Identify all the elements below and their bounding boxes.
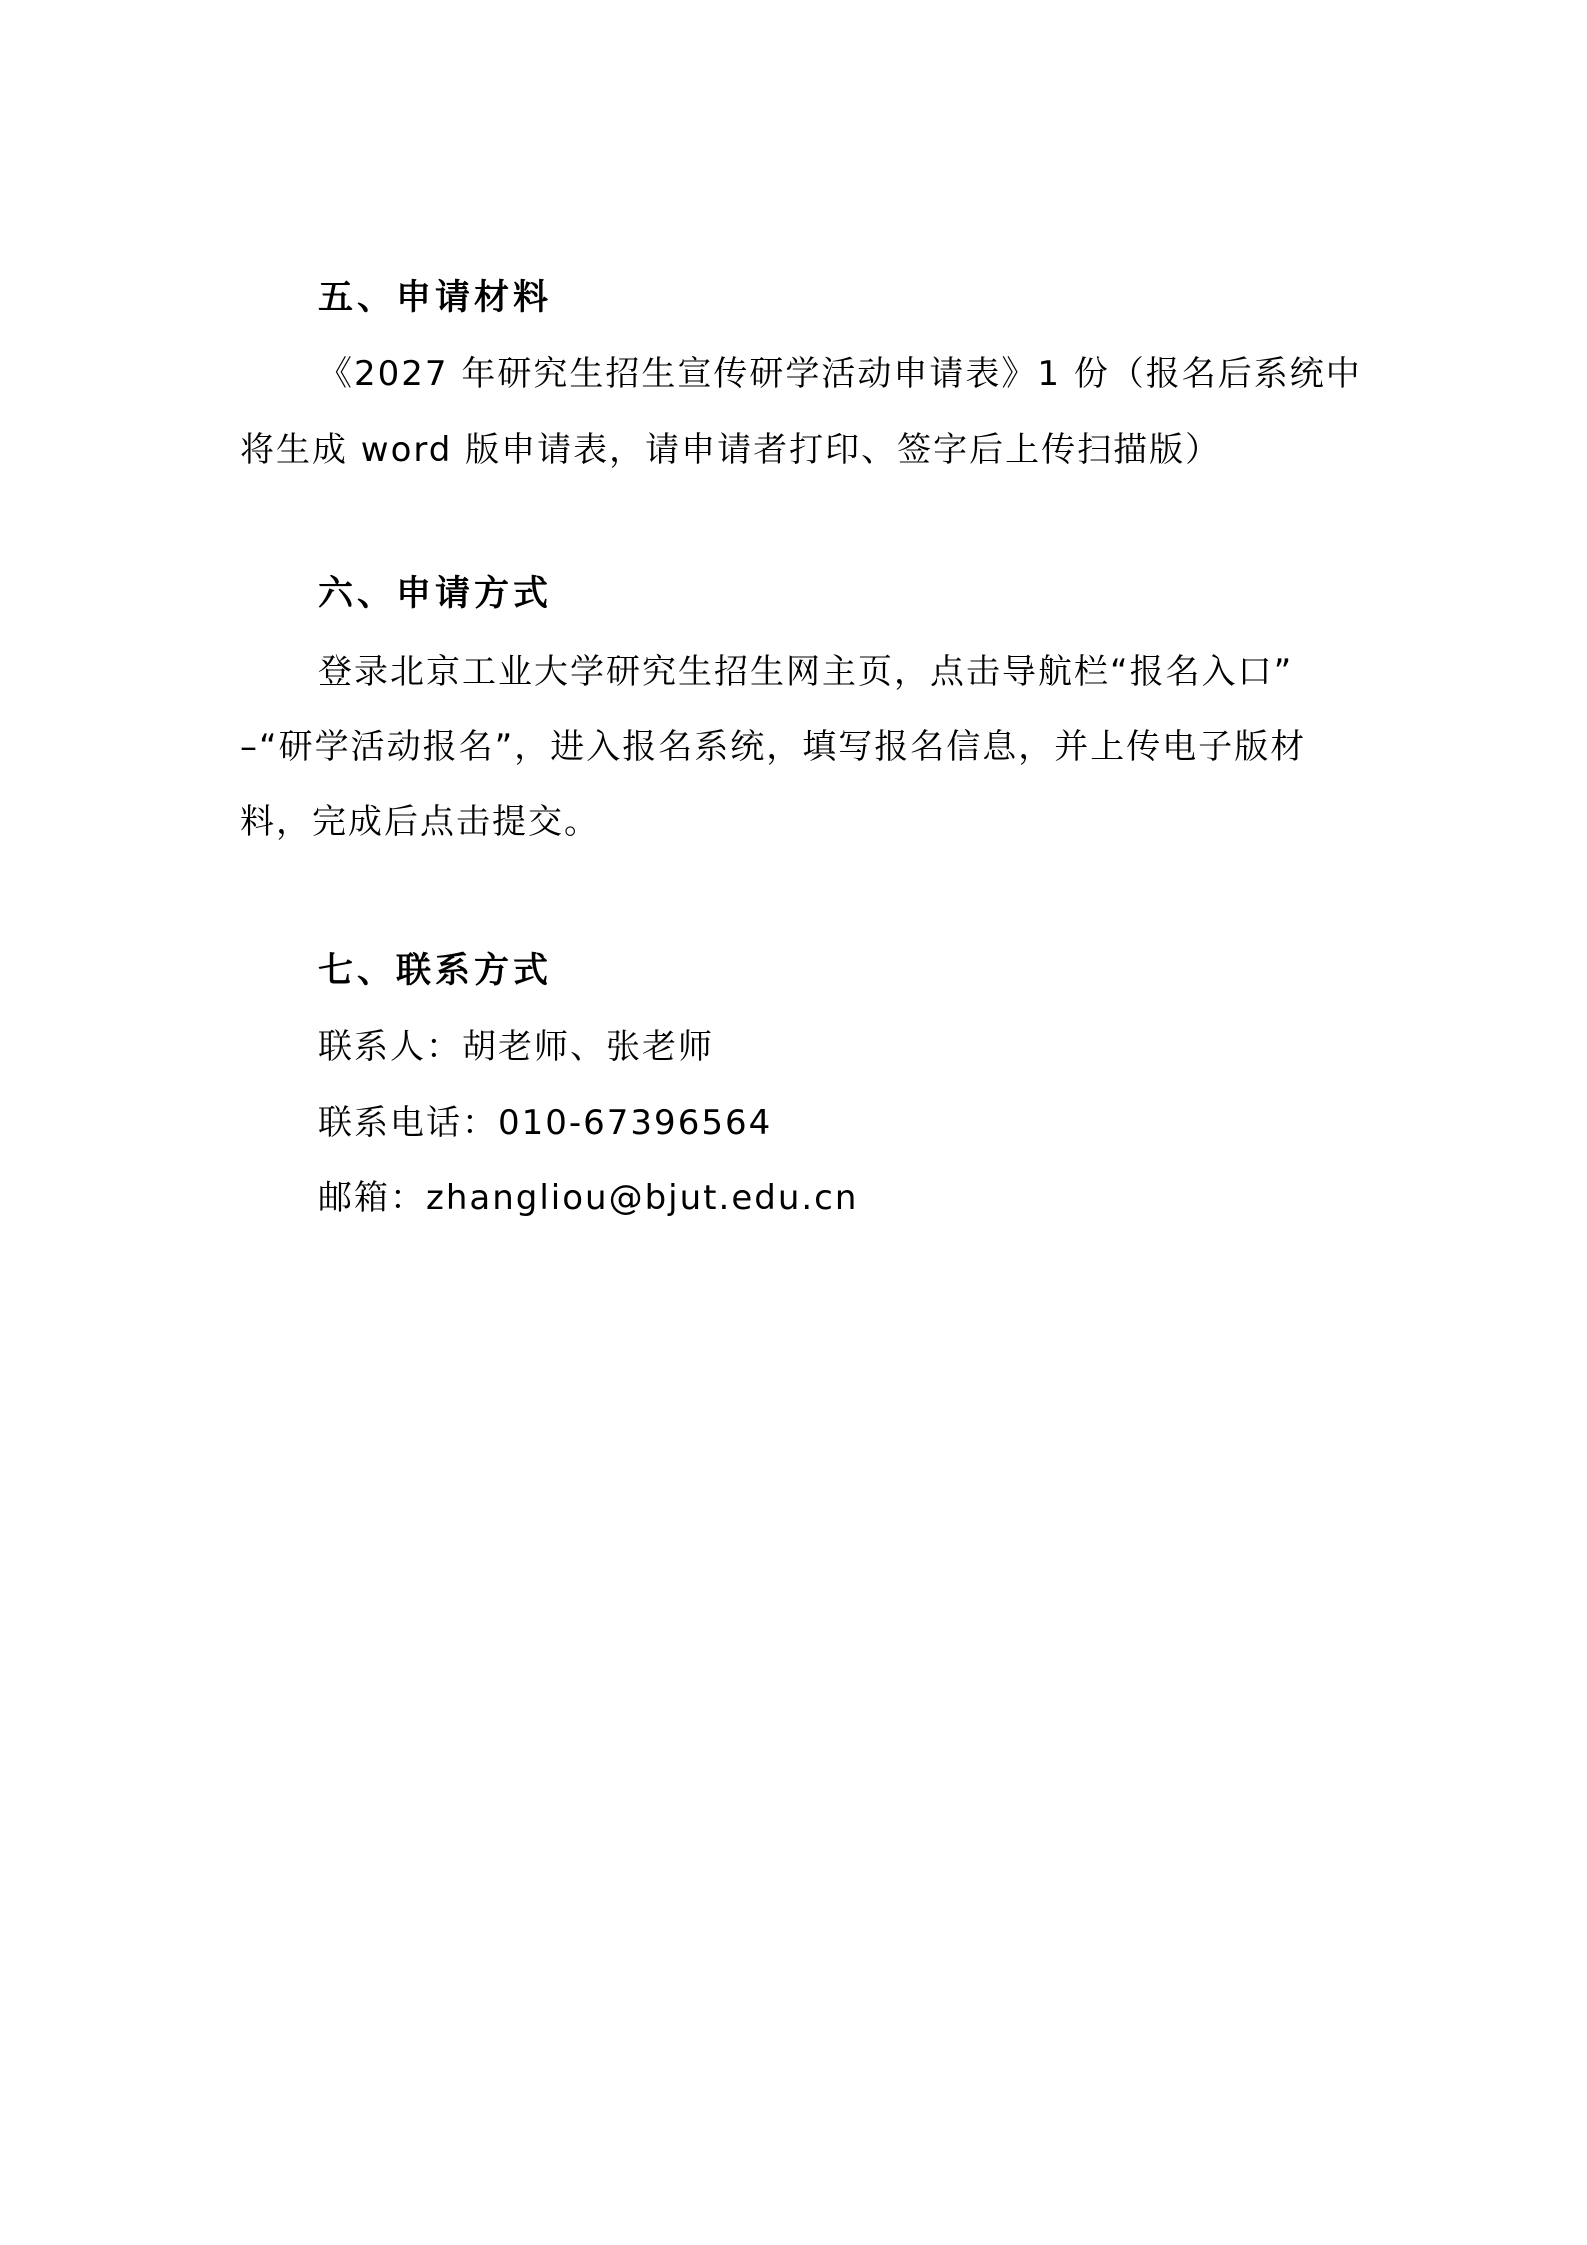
paragraph-line: 《2027 年研究生招生宣传研学活动申请表》1 份（报名后系统中 (318, 354, 1362, 394)
paragraph-line: 登录北京工业大学研究生招生网主页，点击导航栏“报名入口” (318, 652, 1294, 692)
contact-person: 联系人：胡老师、张老师 (318, 1027, 714, 1067)
contact-email: 邮箱：zhangliou@bjut.edu.cn (318, 1178, 859, 1218)
paragraph-line: 料，完成后点击提交。 (240, 802, 600, 842)
paragraph-line: 将生成 word 版申请表，请申请者打印、签字后上传扫描版） (240, 430, 1222, 470)
section-heading-materials: 五、申请材料 (318, 278, 553, 318)
paragraph-line: –“研学活动报名”，进入报名系统，填写报名信息，并上传电子版材 (240, 727, 1307, 767)
contact-phone: 联系电话：010-67396564 (318, 1103, 773, 1143)
section-heading-contact: 七、联系方式 (318, 951, 553, 991)
section-heading-method: 六、申请方式 (318, 574, 553, 614)
